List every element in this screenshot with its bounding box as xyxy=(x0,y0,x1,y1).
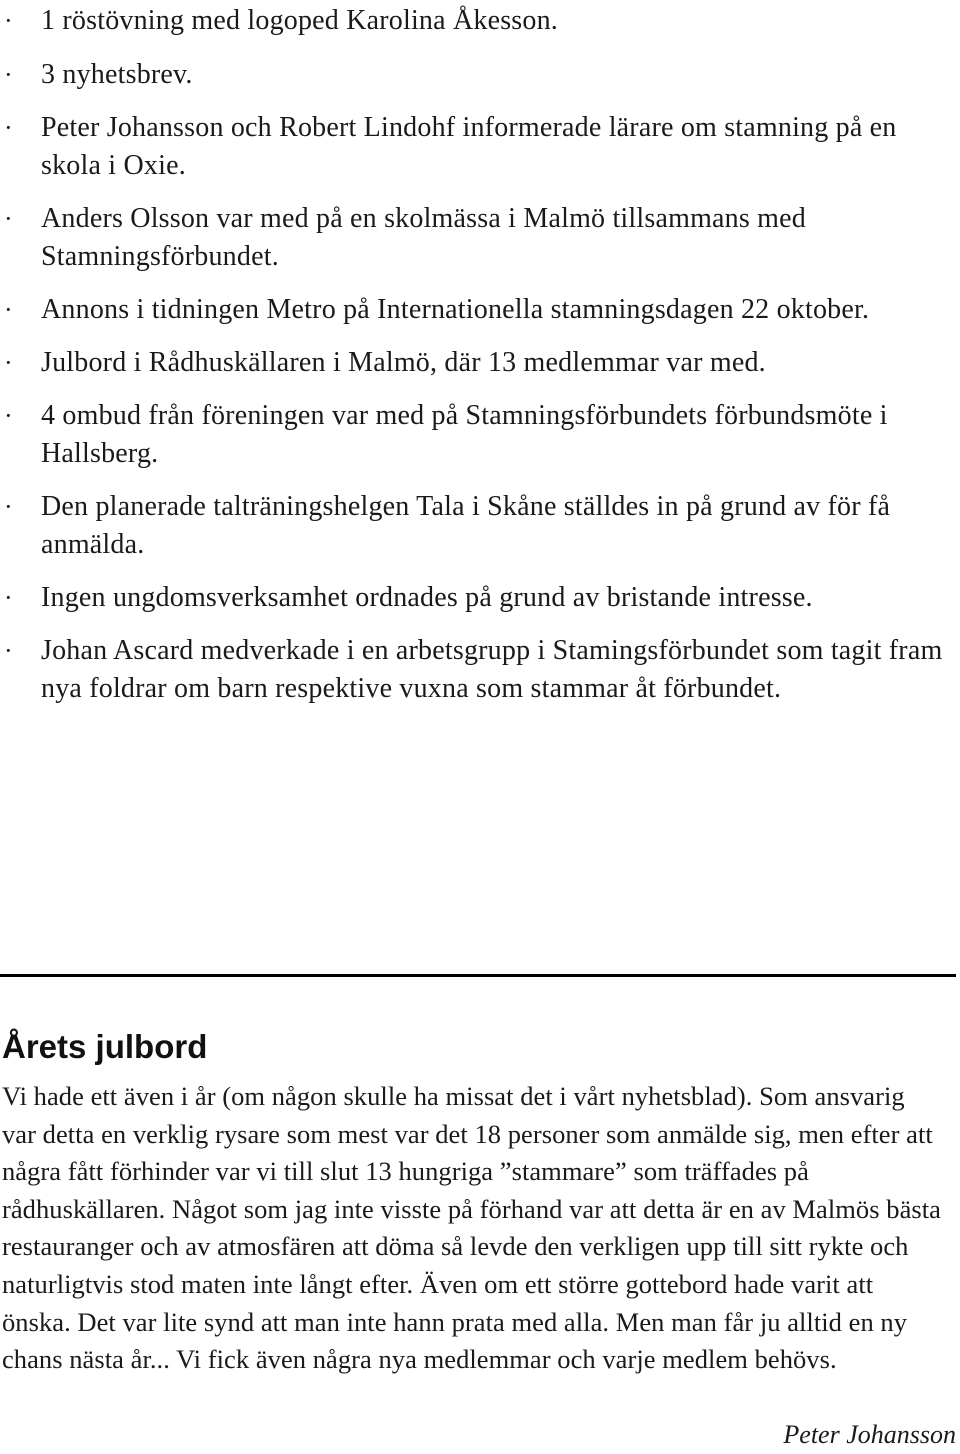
bullet-icon: · xyxy=(4,401,13,430)
list-item xyxy=(0,56,958,94)
list-item-text: Ingen ungdomsverksamhet ordnades på grund av bristande intresse. xyxy=(41,582,813,613)
bullet-icon: · xyxy=(4,6,13,35)
list-item xyxy=(0,291,958,329)
bullet-icon: · xyxy=(4,492,13,521)
list-item xyxy=(0,397,958,473)
list-item-text: Johan Ascard medverkade i en arbetsgrupp i Stamingsförbundet som tagit fram nya foldrar om barn respektive vuxna som stammar åt förbundet. xyxy=(41,635,943,704)
bullet-icon: · xyxy=(4,60,13,89)
list-item-text: Peter Johansson och Robert Lindohf informerade lärare om stamning på en skola i Oxie. xyxy=(41,112,897,181)
list-item-text: Annons i tidningen Metro på Internationella stamningsdagen 22 oktober. xyxy=(41,294,870,325)
section-divider xyxy=(0,974,956,977)
list-item-text: 3 nyhetsbrev. xyxy=(41,59,193,90)
list-item-text: Julbord i Rådhuskällaren i Malmö, där 13 medlemmar var med. xyxy=(41,347,766,378)
list-item-text: Den planerade talträningshelgen Tala i Skåne ställdes in på grund av för få anmälda. xyxy=(41,491,891,560)
list-item-text: Anders Olsson var med på en skolmässa i Malmö tillsammans med Stamningsförbundet. xyxy=(41,203,806,272)
list-item xyxy=(0,344,958,382)
bullet-icon: · xyxy=(4,636,13,665)
bullet-icon: · xyxy=(4,113,13,142)
bullet-icon: · xyxy=(4,583,13,612)
activity-list xyxy=(0,0,958,708)
list-item xyxy=(0,109,958,185)
list-item-text: 1 röstövning med logoped Karolina Åkesson. xyxy=(41,5,558,36)
list-item xyxy=(0,2,958,40)
bullet-icon: · xyxy=(4,204,13,233)
list-item xyxy=(0,632,958,708)
bullet-icon: · xyxy=(4,295,13,324)
author-signature: Peter Johansson xyxy=(783,1420,956,1449)
article-body: Vi hade ett även i år (om någon skulle ha missat det i vårt nyhetsblad). Som ansvarig var detta en verklig rysare som mest var det 18 personer som anmälde sig, men efter att några fått förhinder var vi till slut 13 hungriga ”stammare” som träffades på rådhuskällaren. Något som jag inte visste på förhand var att detta är en av Malmös bästa restauranger och av atmosfären att döma så levde den verkligen upp till sitt rykte och naturligtvis stod maten inte långt efter. Även om ett större gottebord hade varit att önska. Det var lite synd att man inte hann prata med alla. Men man får ju alltid en ny chans nästa år... Vi fick även några nya medlemmar och varje medlem behövs. xyxy=(2,1081,941,1375)
list-item-text: 4 ombud från föreningen var med på Stamningsförbundets förbundsmöte i Hallsberg. xyxy=(41,400,888,469)
list-item xyxy=(0,200,958,276)
list-item xyxy=(0,579,958,617)
article-heading: Årets julbord xyxy=(2,1028,208,1065)
list-item xyxy=(0,488,958,564)
bullet-icon: · xyxy=(4,348,13,377)
